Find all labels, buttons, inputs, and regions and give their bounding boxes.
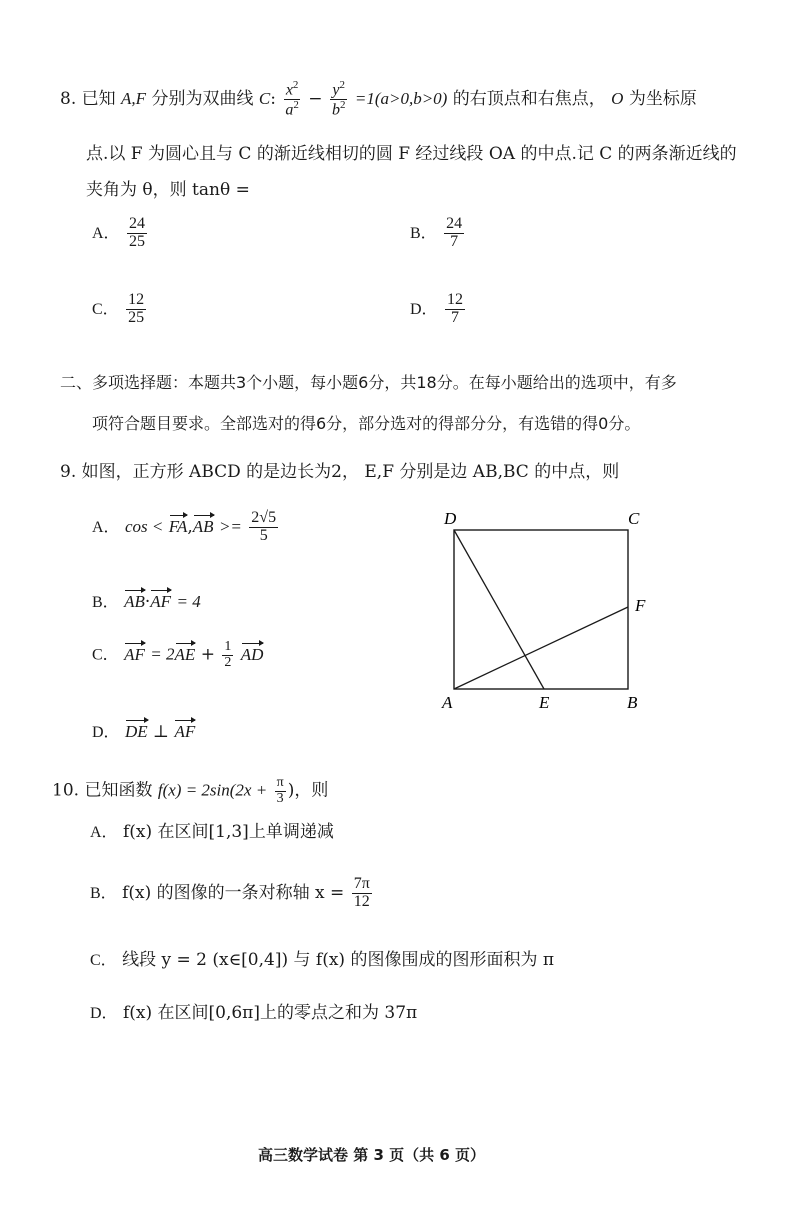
label-a: A xyxy=(442,693,453,712)
label-d: D xyxy=(444,509,457,528)
q8-intro-d: 为坐标原 xyxy=(628,89,697,110)
q8-origin: O xyxy=(611,89,624,109)
label-b: B xyxy=(627,693,638,712)
page-footer: 高三数学试卷 第 3 页（共 6 页） xyxy=(258,1146,485,1164)
q9-option-d: D． DE ⊥ AF xyxy=(92,718,195,742)
q8-line1: 8. 已知 A,F 分别为双曲线 C: $\frac{x^2}{a^2}$ − $\frac{y^2}{b^2}$ =1(a>0,b>0) 的右顶点和右焦点， O 为坐标原 xyxy=(60,79,697,119)
q8-option-d: D． $\frac{12}{7}$ xyxy=(410,291,463,326)
q9-option-c: C． AF = 2AE + $\frac{1}{2}$ AD xyxy=(92,639,264,670)
q8-intro-c: 的右顶点和右焦点， xyxy=(452,89,606,110)
q8-option-c: C． $\frac{12}{25}$ xyxy=(92,291,145,326)
q8-eq-x-frac: $\frac{x^2}{a^2}$ xyxy=(285,79,299,119)
q10-function: f(x) = 2sin(2x + xyxy=(157,780,268,800)
q8-points: A,F xyxy=(121,89,147,109)
q8-curve: C xyxy=(258,89,271,109)
square-abcd xyxy=(454,530,628,689)
q9-square-figure xyxy=(430,500,660,720)
q8-intro-a: 已知 xyxy=(81,89,116,110)
label-e: E xyxy=(539,693,550,712)
q8-number: 8. xyxy=(60,89,77,110)
q10-option-d: D． f(x) 在区间[0,6π]上的零点之和为 37π xyxy=(90,1003,418,1023)
label-f: F xyxy=(635,596,646,615)
q9-option-a: A． cos < FA,AB >= $\frac{2√5}{5}$ xyxy=(92,509,277,544)
q8-line3: 夹角为 θ，则 tanθ = xyxy=(86,180,250,200)
q9-option-b: B． AB·AF = 4 xyxy=(92,588,201,612)
section2-line1: 二、多项选择题：本题共3个小题，每小题6分，共18分。在每小题给出的选项中，有多 xyxy=(60,373,677,392)
q8-option-b: B． $\frac{24}{7}$ xyxy=(410,215,463,250)
q8-option-a: A． $\frac{24}{25}$ xyxy=(92,215,145,250)
q10-option-a: A． f(x) 在区间[1,3]上单调递减 xyxy=(90,822,334,842)
q9-stem-text: 如图，正方形 ABCD 的是边长为2， E,F 分别是边 AB,BC 的中点，则 xyxy=(81,462,620,482)
q8-intro-b: 分别为双曲线 xyxy=(151,89,254,110)
q10-option-c: C． 线段 y = 2 (x∈[0,4]) 与 f(x) 的图像围成的图形面积为 π xyxy=(90,950,555,970)
section2-line2: 项符合题目要求。全部选对的得6分，部分选对的得部分分，有选错的得0分。 xyxy=(92,414,641,433)
q10-stem: 10. 已知函数 f(x) = 2sin(2x + $\frac{\pi}{3}$ )，则 xyxy=(52,775,329,806)
q8-eq-rhs: =1(a>0,b>0) xyxy=(354,89,448,109)
q8-eq-y-frac: $\frac{y^2}{b^2}$ xyxy=(331,79,346,119)
label-c: C xyxy=(628,509,640,528)
q8-line2: 点.以 F 为圆心且与 C 的渐近线相切的圆 F 经过线段 OA 的中点.记 C 的两条渐近线的 xyxy=(86,144,737,164)
segment-de xyxy=(454,530,544,689)
segment-af xyxy=(454,607,628,689)
q9-stem: 9. 如图，正方形 ABCD 的是边长为2， E,F 分别是边 AB,BC 的中点，则 xyxy=(60,462,620,482)
q10-option-b: B． f(x) 的图像的一条对称轴 x = $\frac{7\pi}{12}$ xyxy=(90,875,370,910)
